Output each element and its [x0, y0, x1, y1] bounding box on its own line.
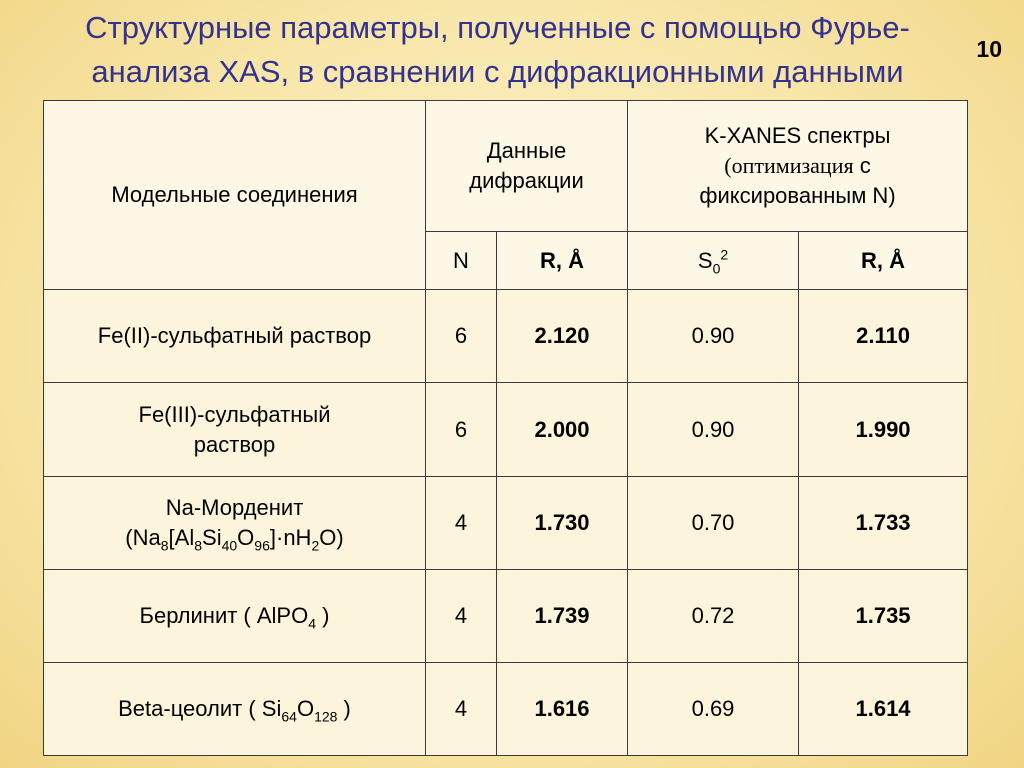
- r-xanes-cell: 1.990: [799, 383, 968, 477]
- header-xanes: K-XANES спектры (оптимизация с фиксированным N): [628, 101, 968, 232]
- header-diffraction: Данные дифракции: [426, 101, 628, 232]
- compound-cell: Fe(III)-сульфатный раствор: [44, 383, 426, 477]
- table-row: [44, 290, 968, 383]
- s0-cell: 0.69: [628, 663, 799, 756]
- header-n: N: [426, 232, 497, 290]
- table-row: [44, 477, 968, 570]
- slide-number: 10: [976, 36, 1002, 62]
- r-xanes-cell: 1.733: [799, 477, 968, 570]
- n-cell: 4: [426, 477, 497, 570]
- table-row: [44, 570, 968, 663]
- slide-title-line2: анализа XAS, в сравнении с дифракционными данными: [91, 54, 904, 89]
- slide-title-line1: Структурные параметры, полученные с помощью Фурье-: [85, 10, 910, 45]
- compound-cell: Na-Морденит $(Na_8[Al_8Si_{40}O_{96}]\cdot nH_2O)$: [44, 477, 426, 570]
- header-r-xanes: R, Å: [799, 232, 968, 290]
- header-r-diffraction: R, Å: [497, 232, 628, 290]
- n-cell: 6: [426, 383, 497, 477]
- s0-cell: 0.72: [628, 570, 799, 663]
- compound-cell: Fe(II)-сульфатный раствор: [44, 290, 426, 383]
- r-xanes-cell: 1.735: [799, 570, 968, 663]
- r-xanes-cell: 2.110: [799, 290, 968, 383]
- r-diffraction-cell: 2.000: [497, 383, 628, 477]
- compound-cell: Beta-цеолит ( $Si_{64}O_{128}$ ): [44, 663, 426, 756]
- r-xanes-cell: 1.614: [799, 663, 968, 756]
- s0-cell: 0.70: [628, 477, 799, 570]
- r-diffraction-cell: 1.739: [497, 570, 628, 663]
- r-diffraction-cell: 2.120: [497, 290, 628, 383]
- n-cell: 6: [426, 290, 497, 383]
- n-cell: 4: [426, 663, 497, 756]
- header-s0-squared: $S_0^2$: [628, 232, 799, 290]
- r-diffraction-cell: 1.730: [497, 477, 628, 570]
- table-header-row: [44, 101, 968, 232]
- n-cell: 4: [426, 570, 497, 663]
- header-compounds: Модельные соединения: [44, 101, 426, 290]
- table-row: [44, 383, 968, 477]
- table-row: [44, 663, 968, 756]
- comparison-table: [43, 100, 968, 756]
- s0-cell: 0.90: [628, 290, 799, 383]
- slide-title: [30, 6, 965, 94]
- s0-cell: 0.90: [628, 383, 799, 477]
- compound-cell: Берлинит ( AlPO$_4$ ): [44, 570, 426, 663]
- r-diffraction-cell: 1.616: [497, 663, 628, 756]
